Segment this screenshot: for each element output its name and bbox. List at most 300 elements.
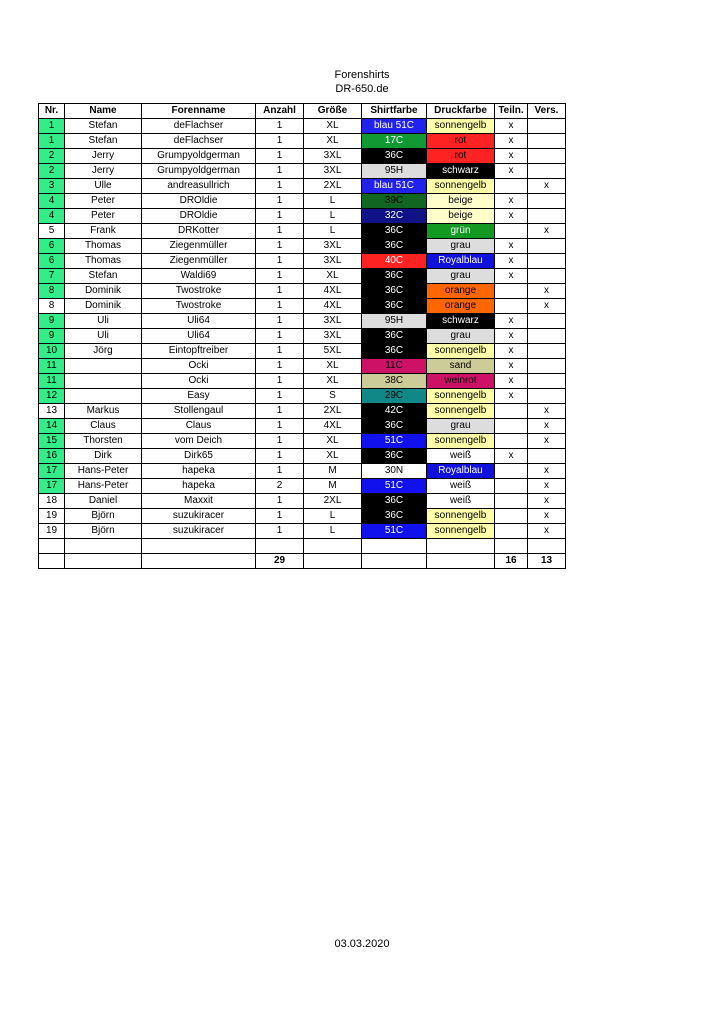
empty-cell <box>528 539 566 554</box>
cell-teiln: x <box>495 314 528 329</box>
cell-shirtfarbe: 30N <box>362 464 427 479</box>
cell-groesse: XL <box>304 359 362 374</box>
cell-teiln <box>495 224 528 239</box>
empty-cell <box>362 539 427 554</box>
table-row <box>39 194 566 209</box>
cell-forenname: hapeka <box>142 479 256 494</box>
cell-groesse: L <box>304 194 362 209</box>
cell-name: Claus <box>65 419 142 434</box>
cell-druckfarbe: grau <box>427 419 495 434</box>
cell-shirtfarbe: 51C <box>362 434 427 449</box>
cell-vers: x <box>528 419 566 434</box>
table-row <box>39 314 566 329</box>
cell-name: Stefan <box>65 269 142 284</box>
cell-name: Thorsten <box>65 434 142 449</box>
cell-shirtfarbe: 39C <box>362 194 427 209</box>
cell-vers <box>528 374 566 389</box>
table-row <box>39 404 566 419</box>
table-row <box>39 149 566 164</box>
cell-druckfarbe: sonnengelb <box>427 389 495 404</box>
cell-name: Hans-Peter <box>65 479 142 494</box>
cell-groesse: 3XL <box>304 239 362 254</box>
cell-anzahl: 1 <box>256 314 304 329</box>
cell-druckfarbe: Royalblau <box>427 464 495 479</box>
cell-groesse: 3XL <box>304 149 362 164</box>
cell-groesse: 5XL <box>304 344 362 359</box>
cell-forenname: Easy <box>142 389 256 404</box>
cell-groesse: 2XL <box>304 179 362 194</box>
cell-anzahl: 1 <box>256 194 304 209</box>
cell-druckfarbe: weinrot <box>427 374 495 389</box>
cell-groesse: 3XL <box>304 164 362 179</box>
cell-teiln: x <box>495 164 528 179</box>
cell-druckfarbe: beige <box>427 209 495 224</box>
cell-teiln: x <box>495 374 528 389</box>
empty-cell <box>427 554 495 569</box>
cell-vers <box>528 149 566 164</box>
cell-shirtfarbe: 36C <box>362 299 427 314</box>
cell-groesse: L <box>304 209 362 224</box>
cell-anzahl: 1 <box>256 404 304 419</box>
cell-forenname: andreasullrich <box>142 179 256 194</box>
cell-anzahl: 1 <box>256 464 304 479</box>
cell-shirtfarbe: 42C <box>362 404 427 419</box>
empty-row <box>39 539 566 554</box>
col-header-forenname: Forenname <box>142 104 256 119</box>
cell-teiln <box>495 179 528 194</box>
cell-anzahl: 1 <box>256 449 304 464</box>
cell-forenname: deFlachser <box>142 134 256 149</box>
cell-name: Peter <box>65 209 142 224</box>
empty-cell <box>495 539 528 554</box>
cell-druckfarbe: rot <box>427 149 495 164</box>
col-header-vers: Vers. <box>528 104 566 119</box>
cell-forenname: Stollengaul <box>142 404 256 419</box>
cell-groesse: 3XL <box>304 314 362 329</box>
cell-anzahl: 2 <box>256 479 304 494</box>
cell-groesse: M <box>304 464 362 479</box>
cell-vers: x <box>528 464 566 479</box>
cell-forenname: Claus <box>142 419 256 434</box>
cell-shirtfarbe: 36C <box>362 509 427 524</box>
cell-nr: 2 <box>39 164 65 179</box>
cell-shirtfarbe: 95H <box>362 164 427 179</box>
cell-vers <box>528 164 566 179</box>
cell-shirtfarbe: 36C <box>362 344 427 359</box>
table-row <box>39 479 566 494</box>
cell-teiln <box>495 509 528 524</box>
cell-vers <box>528 449 566 464</box>
cell-groesse: S <box>304 389 362 404</box>
table-row <box>39 389 566 404</box>
cell-anzahl: 1 <box>256 509 304 524</box>
cell-groesse: XL <box>304 449 362 464</box>
cell-forenname: DROldie <box>142 194 256 209</box>
cell-vers <box>528 269 566 284</box>
cell-anzahl: 1 <box>256 299 304 314</box>
cell-anzahl: 1 <box>256 254 304 269</box>
cell-groesse: XL <box>304 134 362 149</box>
empty-cell <box>256 539 304 554</box>
cell-druckfarbe: grau <box>427 329 495 344</box>
cell-groesse: 2XL <box>304 494 362 509</box>
cell-druckfarbe: sonnengelb <box>427 434 495 449</box>
empty-cell <box>304 539 362 554</box>
cell-name: Peter <box>65 194 142 209</box>
cell-druckfarbe: Royalblau <box>427 254 495 269</box>
cell-shirtfarbe: 32C <box>362 209 427 224</box>
cell-vers <box>528 254 566 269</box>
cell-druckfarbe: beige <box>427 194 495 209</box>
cell-shirtfarbe: 40C <box>362 254 427 269</box>
cell-shirtfarbe: 36C <box>362 269 427 284</box>
cell-vers <box>528 194 566 209</box>
table-row <box>39 284 566 299</box>
col-header-druckfarbe: Druckfarbe <box>427 104 495 119</box>
col-header-shirtfarbe: Shirtfarbe <box>362 104 427 119</box>
cell-anzahl: 1 <box>256 389 304 404</box>
cell-teiln: x <box>495 134 528 149</box>
cell-name: Uli <box>65 329 142 344</box>
table-row <box>39 179 566 194</box>
col-header-groesse: Größe <box>304 104 362 119</box>
cell-name: Ulle <box>65 179 142 194</box>
empty-cell <box>304 554 362 569</box>
document-title: Forenshirts <box>334 69 390 81</box>
cell-groesse: XL <box>304 269 362 284</box>
cell-groesse: 3XL <box>304 254 362 269</box>
cell-anzahl: 1 <box>256 434 304 449</box>
cell-groesse: L <box>304 524 362 539</box>
col-header-nr: Nr. <box>39 104 65 119</box>
col-header-teiln: Teiln. <box>495 104 528 119</box>
cell-nr: 11 <box>39 359 65 374</box>
cell-vers <box>528 329 566 344</box>
cell-name <box>65 374 142 389</box>
cell-druckfarbe: weiß <box>427 449 495 464</box>
cell-nr: 7 <box>39 269 65 284</box>
cell-vers: x <box>528 404 566 419</box>
cell-vers <box>528 134 566 149</box>
cell-teiln: x <box>495 344 528 359</box>
cell-groesse: L <box>304 509 362 524</box>
cell-nr: 1 <box>39 119 65 134</box>
cell-teiln: x <box>495 359 528 374</box>
cell-anzahl: 1 <box>256 374 304 389</box>
cell-forenname: Ocki <box>142 359 256 374</box>
cell-shirtfarbe: 51C <box>362 479 427 494</box>
empty-cell <box>362 554 427 569</box>
cell-name: Stefan <box>65 119 142 134</box>
table-row <box>39 344 566 359</box>
cell-forenname: Dirk65 <box>142 449 256 464</box>
cell-teiln: x <box>495 194 528 209</box>
table-row <box>39 299 566 314</box>
cell-anzahl: 1 <box>256 119 304 134</box>
table-row <box>39 269 566 284</box>
cell-teiln <box>495 494 528 509</box>
cell-druckfarbe: sand <box>427 359 495 374</box>
cell-vers: x <box>528 434 566 449</box>
cell-teiln <box>495 299 528 314</box>
cell-name: Björn <box>65 524 142 539</box>
cell-name: Hans-Peter <box>65 464 142 479</box>
empty-cell <box>142 539 256 554</box>
cell-forenname: suzukiracer <box>142 509 256 524</box>
total-anzahl: 29 <box>256 554 304 569</box>
cell-nr: 18 <box>39 494 65 509</box>
table-row <box>39 164 566 179</box>
cell-name: Jerry <box>65 149 142 164</box>
cell-teiln <box>495 524 528 539</box>
cell-forenname: Ocki <box>142 374 256 389</box>
table-row <box>39 134 566 149</box>
cell-anzahl: 1 <box>256 524 304 539</box>
cell-teiln <box>495 419 528 434</box>
table-row <box>39 494 566 509</box>
cell-vers: x <box>528 479 566 494</box>
cell-nr: 15 <box>39 434 65 449</box>
cell-nr: 4 <box>39 194 65 209</box>
header-row <box>39 104 566 119</box>
cell-forenname: Ziegenmüller <box>142 254 256 269</box>
cell-teiln: x <box>495 449 528 464</box>
cell-forenname: Grumpyoldgerman <box>142 149 256 164</box>
cell-vers <box>528 119 566 134</box>
cell-nr: 11 <box>39 374 65 389</box>
empty-cell <box>142 554 256 569</box>
cell-groesse: 3XL <box>304 329 362 344</box>
cell-druckfarbe: sonnengelb <box>427 404 495 419</box>
cell-shirtfarbe: 36C <box>362 494 427 509</box>
totals-row <box>39 554 566 569</box>
cell-teiln: x <box>495 329 528 344</box>
cell-name: Daniel <box>65 494 142 509</box>
cell-name: Thomas <box>65 254 142 269</box>
empty-cell <box>427 539 495 554</box>
cell-forenname: Waldi69 <box>142 269 256 284</box>
table-row <box>39 209 566 224</box>
cell-nr: 19 <box>39 509 65 524</box>
cell-nr: 2 <box>39 149 65 164</box>
cell-groesse: XL <box>304 434 362 449</box>
cell-teiln: x <box>495 389 528 404</box>
cell-groesse: XL <box>304 374 362 389</box>
empty-cell <box>65 539 142 554</box>
cell-druckfarbe: grau <box>427 239 495 254</box>
cell-nr: 9 <box>39 329 65 344</box>
cell-shirtfarbe: 36C <box>362 449 427 464</box>
total-vers: 13 <box>528 554 566 569</box>
cell-vers <box>528 314 566 329</box>
cell-vers: x <box>528 509 566 524</box>
cell-shirtfarbe: 36C <box>362 329 427 344</box>
cell-shirtfarbe: 29C <box>362 389 427 404</box>
document-subtitle: DR-650.de <box>335 83 389 95</box>
table-row <box>39 524 566 539</box>
cell-shirtfarbe: 17C <box>362 134 427 149</box>
cell-forenname: Grumpyoldgerman <box>142 164 256 179</box>
cell-forenname: DRKotter <box>142 224 256 239</box>
cell-vers <box>528 209 566 224</box>
cell-shirtfarbe: 51C <box>362 524 427 539</box>
cell-teiln <box>495 434 528 449</box>
cell-groesse: 4XL <box>304 284 362 299</box>
cell-druckfarbe: schwarz <box>427 164 495 179</box>
cell-shirtfarbe: 95H <box>362 314 427 329</box>
empty-cell <box>65 554 142 569</box>
cell-vers: x <box>528 299 566 314</box>
table-row <box>39 449 566 464</box>
table-row <box>39 224 566 239</box>
cell-anzahl: 1 <box>256 209 304 224</box>
cell-forenname: Maxxit <box>142 494 256 509</box>
cell-vers: x <box>528 224 566 239</box>
cell-shirtfarbe: 38C <box>362 374 427 389</box>
cell-druckfarbe: orange <box>427 299 495 314</box>
cell-shirtfarbe: 36C <box>362 419 427 434</box>
cell-vers: x <box>528 284 566 299</box>
cell-name: Dominik <box>65 299 142 314</box>
cell-vers <box>528 344 566 359</box>
cell-druckfarbe: rot <box>427 134 495 149</box>
cell-name: Dirk <box>65 449 142 464</box>
cell-druckfarbe: schwarz <box>427 314 495 329</box>
cell-nr: 10 <box>39 344 65 359</box>
cell-forenname: vom Deich <box>142 434 256 449</box>
cell-nr: 4 <box>39 209 65 224</box>
cell-teiln: x <box>495 149 528 164</box>
cell-nr: 3 <box>39 179 65 194</box>
cell-teiln <box>495 464 528 479</box>
cell-shirtfarbe: blau 51C <box>362 179 427 194</box>
cell-shirtfarbe: 36C <box>362 239 427 254</box>
table-row <box>39 254 566 269</box>
cell-nr: 9 <box>39 314 65 329</box>
cell-teiln: x <box>495 254 528 269</box>
cell-teiln: x <box>495 239 528 254</box>
cell-forenname: suzukiracer <box>142 524 256 539</box>
cell-anzahl: 1 <box>256 239 304 254</box>
cell-name: Jerry <box>65 164 142 179</box>
cell-druckfarbe: sonnengelb <box>427 509 495 524</box>
cell-forenname: Uli64 <box>142 329 256 344</box>
cell-druckfarbe: weiß <box>427 494 495 509</box>
cell-nr: 19 <box>39 524 65 539</box>
cell-name: Jörg <box>65 344 142 359</box>
cell-vers <box>528 389 566 404</box>
document-date: 03.03.2020 <box>334 938 390 950</box>
cell-anzahl: 1 <box>256 284 304 299</box>
cell-vers <box>528 359 566 374</box>
cell-groesse: L <box>304 224 362 239</box>
cell-forenname: Eintopftreiber <box>142 344 256 359</box>
cell-anzahl: 1 <box>256 359 304 374</box>
cell-name: Frank <box>65 224 142 239</box>
col-header-name: Name <box>65 104 142 119</box>
cell-name <box>65 359 142 374</box>
cell-druckfarbe: weiß <box>427 479 495 494</box>
cell-name: Thomas <box>65 239 142 254</box>
cell-shirtfarbe: 11C <box>362 359 427 374</box>
cell-name: Markus <box>65 404 142 419</box>
empty-cell <box>39 554 65 569</box>
cell-nr: 8 <box>39 299 65 314</box>
cell-anzahl: 1 <box>256 494 304 509</box>
cell-druckfarbe: orange <box>427 284 495 299</box>
table-row <box>39 359 566 374</box>
cell-teiln: x <box>495 269 528 284</box>
cell-druckfarbe: grau <box>427 269 495 284</box>
cell-name: Uli <box>65 314 142 329</box>
cell-name: Björn <box>65 509 142 524</box>
shirt-order-table <box>38 103 566 569</box>
table-row <box>39 464 566 479</box>
cell-druckfarbe: sonnengelb <box>427 524 495 539</box>
table-row <box>39 419 566 434</box>
cell-shirtfarbe: blau 51C <box>362 119 427 134</box>
empty-cell <box>39 539 65 554</box>
cell-teiln <box>495 404 528 419</box>
cell-druckfarbe: sonnengelb <box>427 344 495 359</box>
cell-vers: x <box>528 179 566 194</box>
cell-forenname: Twostroke <box>142 299 256 314</box>
cell-anzahl: 1 <box>256 149 304 164</box>
cell-groesse: XL <box>304 119 362 134</box>
total-teiln: 16 <box>495 554 528 569</box>
cell-teiln: x <box>495 209 528 224</box>
cell-name <box>65 389 142 404</box>
cell-nr: 8 <box>39 284 65 299</box>
cell-forenname: Twostroke <box>142 284 256 299</box>
table-row <box>39 119 566 134</box>
cell-teiln <box>495 284 528 299</box>
cell-forenname: Ziegenmüller <box>142 239 256 254</box>
table-row <box>39 509 566 524</box>
cell-forenname: DROldie <box>142 209 256 224</box>
cell-druckfarbe: sonnengelb <box>427 179 495 194</box>
cell-forenname: hapeka <box>142 464 256 479</box>
cell-teiln: x <box>495 119 528 134</box>
cell-groesse: 4XL <box>304 419 362 434</box>
cell-anzahl: 1 <box>256 164 304 179</box>
cell-anzahl: 1 <box>256 344 304 359</box>
cell-druckfarbe: grün <box>427 224 495 239</box>
cell-vers <box>528 239 566 254</box>
cell-druckfarbe: sonnengelb <box>427 119 495 134</box>
table-row <box>39 374 566 389</box>
cell-anzahl: 1 <box>256 419 304 434</box>
cell-anzahl: 1 <box>256 224 304 239</box>
cell-anzahl: 1 <box>256 134 304 149</box>
cell-groesse: 2XL <box>304 404 362 419</box>
cell-nr: 1 <box>39 134 65 149</box>
table-row <box>39 434 566 449</box>
cell-nr: 14 <box>39 419 65 434</box>
cell-anzahl: 1 <box>256 269 304 284</box>
cell-shirtfarbe: 36C <box>362 224 427 239</box>
cell-nr: 17 <box>39 464 65 479</box>
cell-anzahl: 1 <box>256 329 304 344</box>
cell-groesse: 4XL <box>304 299 362 314</box>
table-row <box>39 239 566 254</box>
table-row <box>39 329 566 344</box>
cell-vers: x <box>528 494 566 509</box>
cell-nr: 6 <box>39 254 65 269</box>
cell-shirtfarbe: 36C <box>362 284 427 299</box>
cell-groesse: M <box>304 479 362 494</box>
col-header-anzahl: Anzahl <box>256 104 304 119</box>
